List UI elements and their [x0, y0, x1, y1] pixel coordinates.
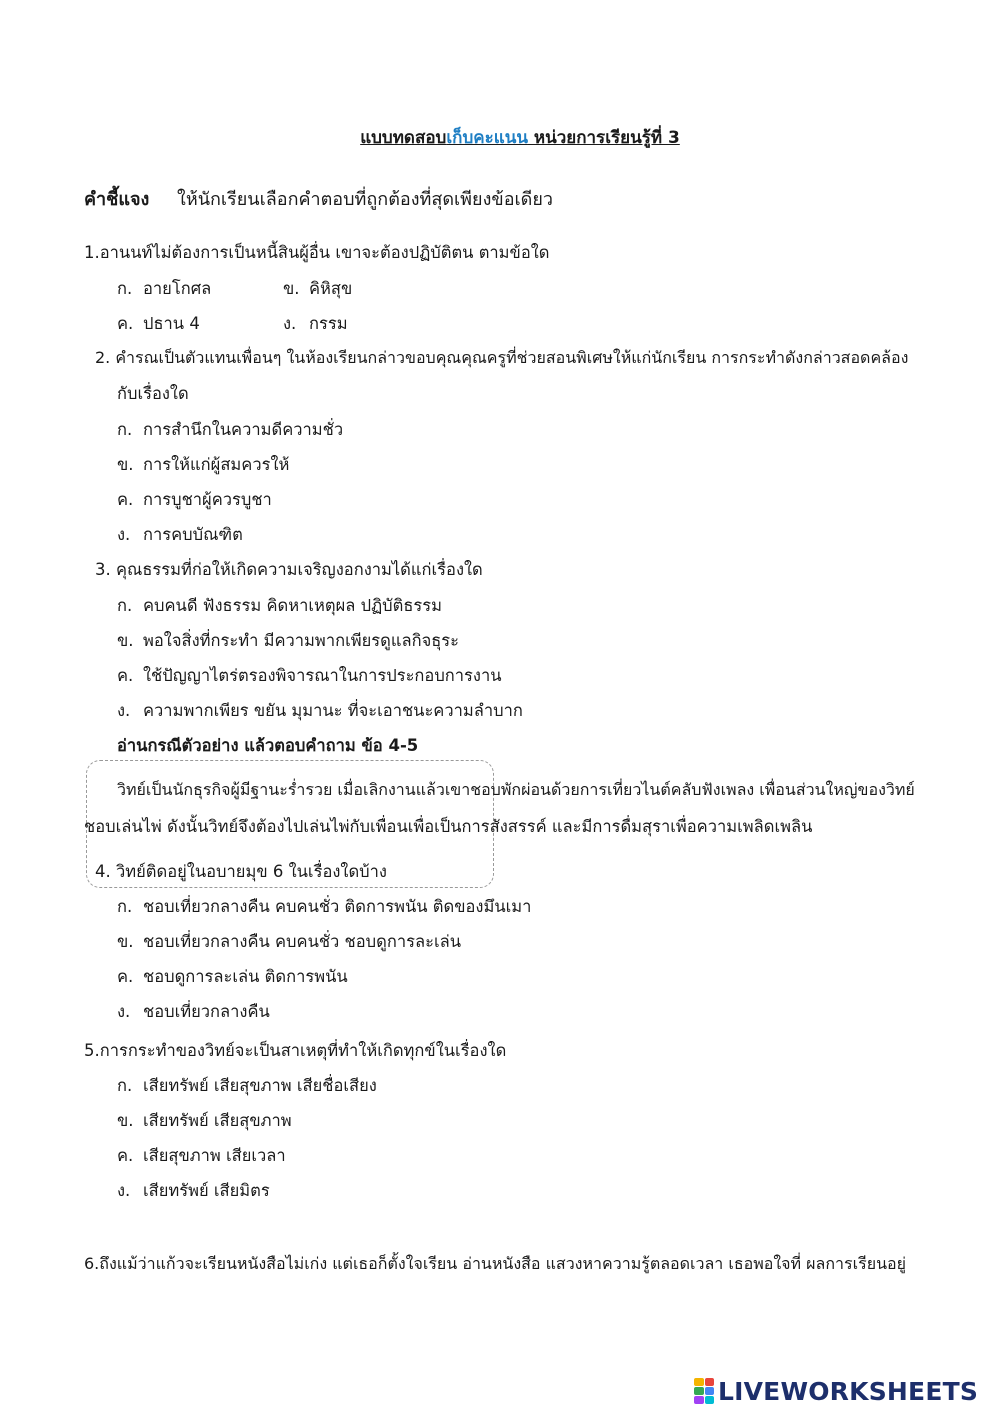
option-mark: ง. [117, 701, 131, 720]
q5-option-c [117, 1143, 286, 1169]
option-text: ความพากเพียร ขยัน มุมานะ ที่จะเอาชนะความลำบาก [143, 701, 523, 720]
option-mark: ข. [117, 932, 134, 951]
question-6: 6.ถึงแม้ว่าแก้วจะเรียนหนังสือไม่เก่ง แต่เธอก็ตั้งใจเรียน อ่านหนังสือ แสวงหาความรู้ตลอดเวลา เธอพอใจที่ ผลการเรียนอยู่ [84, 1254, 906, 1273]
title-part-2: เก็บคะแนน [446, 128, 528, 148]
option-text: เสียทรัพย์ เสียมิตร [143, 1181, 270, 1200]
option-text: คบคนดี ฟังธรรม คิดหาเหตุผล ปฏิบัติธรรม [143, 596, 443, 615]
logo-tile [694, 1378, 704, 1386]
option-text: ชอบเที่ยวกลางคืน คบคนชั่ว ติดการพนัน ติดของมึนเมา [143, 897, 532, 916]
case-study-line-2: ชอบเล่นไพ่ ดังนั้นวิทย์จึงต้องไปเล่นไพ่กับเพื่อนเพื่อเป็นการสังสรรค์ และมีการดื่มสุราเพื่อความเพลิดเพลิน [84, 817, 813, 836]
option-text: การสำนึกในความดีความชั่ว [143, 420, 344, 439]
q1-option-b [283, 276, 352, 302]
option-mark: ก. [117, 897, 133, 916]
case-study-heading: อ่านกรณีตัวอย่าง แล้วตอบคำถาม ข้อ 4-5 [117, 736, 419, 755]
q3-option-c [117, 663, 502, 689]
q2-option-b [117, 452, 289, 478]
logo-text: LIVEWORKSHEETS [718, 1376, 979, 1406]
option-text: เสียทรัพย์ เสียสุขภาพ [143, 1111, 292, 1130]
option-mark: ง. [117, 525, 131, 544]
question-1: 1.อานนท์ไม่ต้องการเป็นหนี้สินผู้อื่น เขาจะต้องปฏิบัติตน ตามข้อใด [84, 243, 550, 262]
option-text: คิหิสุข [309, 279, 353, 298]
option-mark: ข. [283, 279, 300, 298]
option-mark: ค. [117, 666, 134, 685]
q4-option-d [117, 999, 270, 1025]
option-mark: ข. [117, 1111, 134, 1130]
option-text: ชอบดูการละเล่น ติดการพนัน [143, 967, 348, 986]
option-text: พอใจสิ่งที่กระทำ มีความพากเพียรดูแลกิจธุระ [143, 631, 460, 650]
option-mark: ก. [117, 420, 133, 439]
q5-option-a [117, 1073, 377, 1099]
q1-option-d [283, 311, 348, 337]
option-mark: ค. [117, 490, 134, 509]
q4-option-b [117, 929, 461, 955]
q3-option-b [117, 628, 459, 654]
logo-icon [694, 1378, 714, 1404]
title-part-3: หน่วยการเรียนรู้ที่ 3 [527, 128, 680, 148]
option-text: ชอบเที่ยวกลางคืน คบคนชั่ว ชอบดูการละเล่น [143, 932, 461, 951]
instruction-label: คำชี้แจง [84, 189, 150, 210]
q2-option-d [117, 522, 243, 548]
instruction [84, 184, 553, 213]
question-2-line-2: กับเรื่องใด [117, 384, 189, 403]
q5-option-b [117, 1108, 292, 1134]
option-mark: ก. [117, 279, 133, 298]
option-mark: ค. [117, 314, 134, 333]
case-study-line-1: วิทย์เป็นนักธุรกิจผู้มีฐานะร่ำรวย เมื่อเลิกงานแล้วเขาชอบพักผ่อนด้วยการเที่ยวไนต์คลับฟังเพลง เพื่อนส่วนใหญ่ของวิทย์ [117, 780, 915, 799]
logo-tile [705, 1396, 715, 1404]
option-mark: ข. [117, 455, 134, 474]
q5-option-d [117, 1178, 270, 1204]
option-text: การให้แก่ผู้สมควรให้ [143, 455, 290, 474]
question-3: 3. คุณธรรมที่ก่อให้เกิดความเจริญงอกงามได้แก่เรื่องใด [95, 560, 483, 579]
q1-option-a [117, 276, 211, 302]
liveworksheets-logo [694, 1375, 978, 1407]
logo-tile [694, 1387, 704, 1395]
title-part-1: แบบทดสอบ [360, 128, 447, 148]
option-text: ใช้ปัญญาไตร่ตรองพิจารณาในการประกอบการงาน [143, 666, 502, 685]
q3-option-d [117, 698, 523, 724]
q2-option-a [117, 417, 343, 443]
question-5: 5.การกระทำของวิทย์จะเป็นสาเหตุที่ทำให้เกิดทุกข์ในเรื่องใด [84, 1041, 507, 1060]
option-text: เสียทรัพย์ เสียสุขภาพ เสียชื่อเสียง [143, 1076, 377, 1095]
option-text: ชอบเที่ยวกลางคืน [143, 1002, 270, 1021]
q4-option-c [117, 964, 348, 990]
question-2-line-1: 2. คำรณเป็นตัวแทนเพื่อนๆ ในห้องเรียนกล่าวขอบคุณคุณครูที่ช่วยสอนพิเศษให้แก่นักเรียน การกระทำดังกล่าวสอดคล้อง [95, 348, 909, 367]
question-4: 4. วิทย์ติดอยู่ในอบายมุข 6 ในเรื่องใดบ้าง [95, 862, 387, 881]
logo-tile [705, 1387, 715, 1395]
option-mark: ง. [283, 314, 297, 333]
instruction-text: ให้นักเรียนเลือกคำตอบที่ถูกต้องที่สุดเพียงข้อเดียว [177, 189, 553, 210]
option-text: ปธาน 4 [143, 314, 200, 333]
option-mark: ข. [117, 631, 134, 650]
option-mark: ค. [117, 967, 134, 986]
q1-option-c [117, 311, 200, 337]
option-text: เสียสุขภาพ เสียเวลา [143, 1146, 286, 1165]
worksheet-title [0, 124, 1000, 151]
q3-option-a [117, 593, 442, 619]
logo-tile [694, 1396, 704, 1404]
option-mark: ก. [117, 596, 133, 615]
q4-option-a [117, 894, 531, 920]
option-text: อายโกศล [143, 279, 212, 298]
option-text: กรรม [309, 314, 348, 333]
option-mark: ง. [117, 1181, 131, 1200]
option-mark: ง. [117, 1002, 131, 1021]
logo-tile [705, 1378, 715, 1386]
option-mark: ก. [117, 1076, 133, 1095]
option-text: การคบบัณฑิต [143, 525, 243, 544]
option-mark: ค. [117, 1146, 134, 1165]
q2-option-c [117, 487, 272, 513]
option-text: การบูชาผู้ควรบูชา [143, 490, 272, 509]
